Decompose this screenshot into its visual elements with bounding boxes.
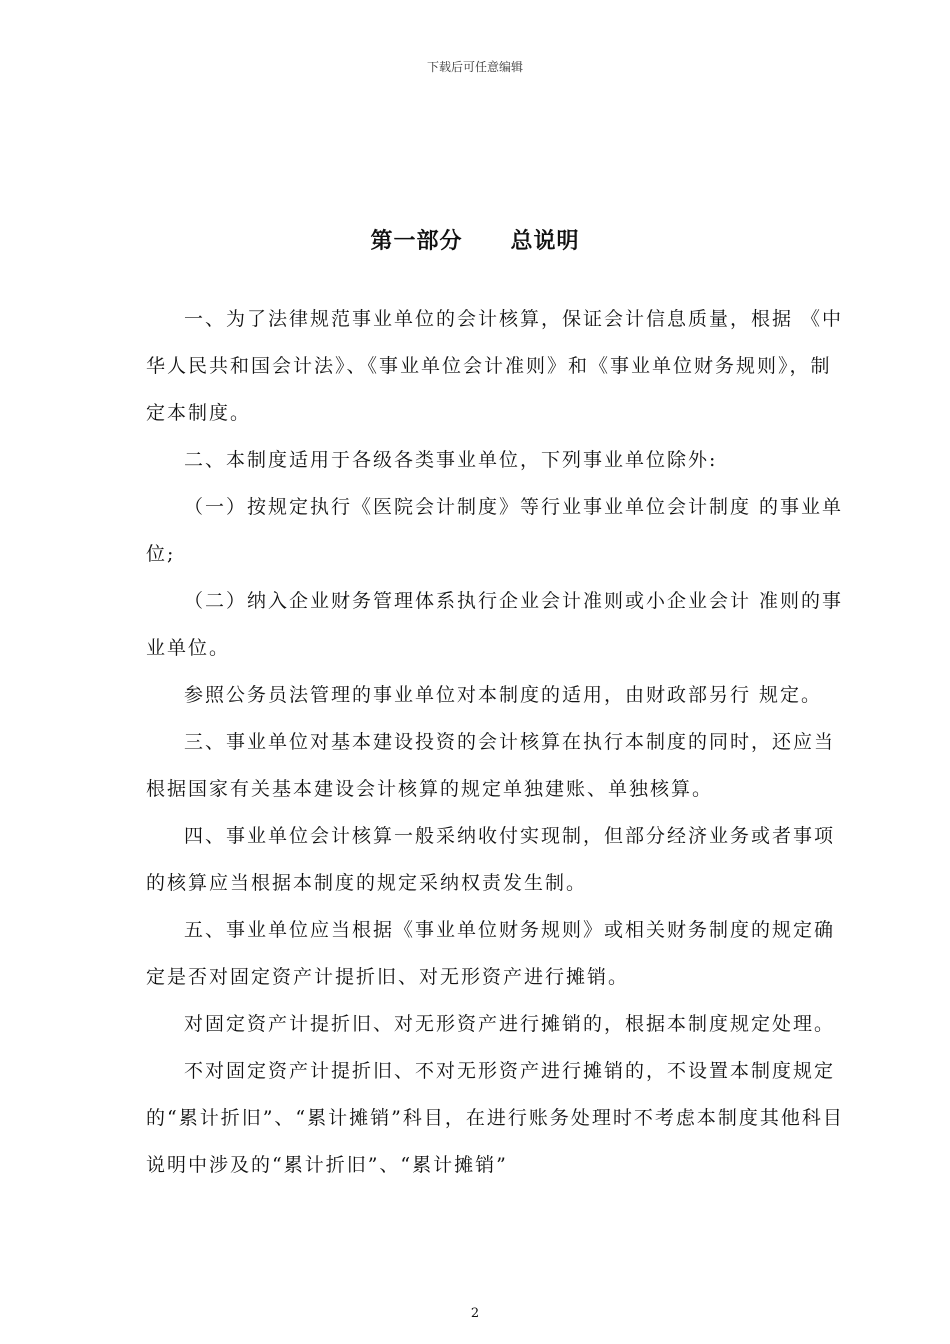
paragraph: 对固定资产计提折旧、对无形资产进行摊销的，根据本制度规定处理。: [184, 1013, 836, 1035]
paragraph: 五、事业单位应当根据《事业单位财务规则》或相关财务制度的规定确定是否对固定资产计提折旧、对无形资产进行摊销。: [146, 919, 836, 988]
paragraph: 三、事业单位对基本建设投资的会计核算在执行本制度的同时，还应当根据国家有关基本建设会计核算的规定单独建账、单独核算。: [146, 731, 836, 800]
header-note: 下载后可任意编辑: [426, 60, 523, 74]
paragraph: （二）纳入企业财务管理体系执行企业会计准则或小企业会计 准则的事业单位。: [146, 590, 844, 659]
page-number: 2: [470, 1306, 480, 1321]
paragraph: 参照公务员法管理的事业单位对本制度的适用，由财政部另行 规定。: [184, 684, 823, 706]
paragraph: 二、本制度适用于各级各类事业单位，下列事业单位除外:: [184, 449, 718, 471]
title-name: 总说明: [510, 229, 580, 254]
paragraph: 一、为了法律规范事业单位的会计核算，保证会计信息质量，根据 《中华人民共和国会计法》、《事业单位会计准则》和《事业单位财务规则》，制定本制度。: [146, 308, 844, 424]
document-body: [146, 296, 846, 1189]
title-part: 第一部分: [370, 229, 463, 254]
paragraph: 四、事业单位会计核算一般采纳收付实现制，但部分经济业务或者事项的核算应当根据本制度的规定采纳权责发生制。: [146, 825, 836, 894]
paragraph: （一）按规定执行《医院会计制度》等行业事业单位会计制度 的事业单位;: [146, 496, 844, 565]
paragraph: 不对固定资产计提折旧、不对无形资产进行摊销的，不设置本制度规定的“累计折旧”、“累计摊销”科目，在进行账务处理时不考虑本制度其他科目说明中涉及的“累计折旧”、“累计摊销”: [146, 1060, 844, 1176]
page-title: [0, 224, 950, 255]
